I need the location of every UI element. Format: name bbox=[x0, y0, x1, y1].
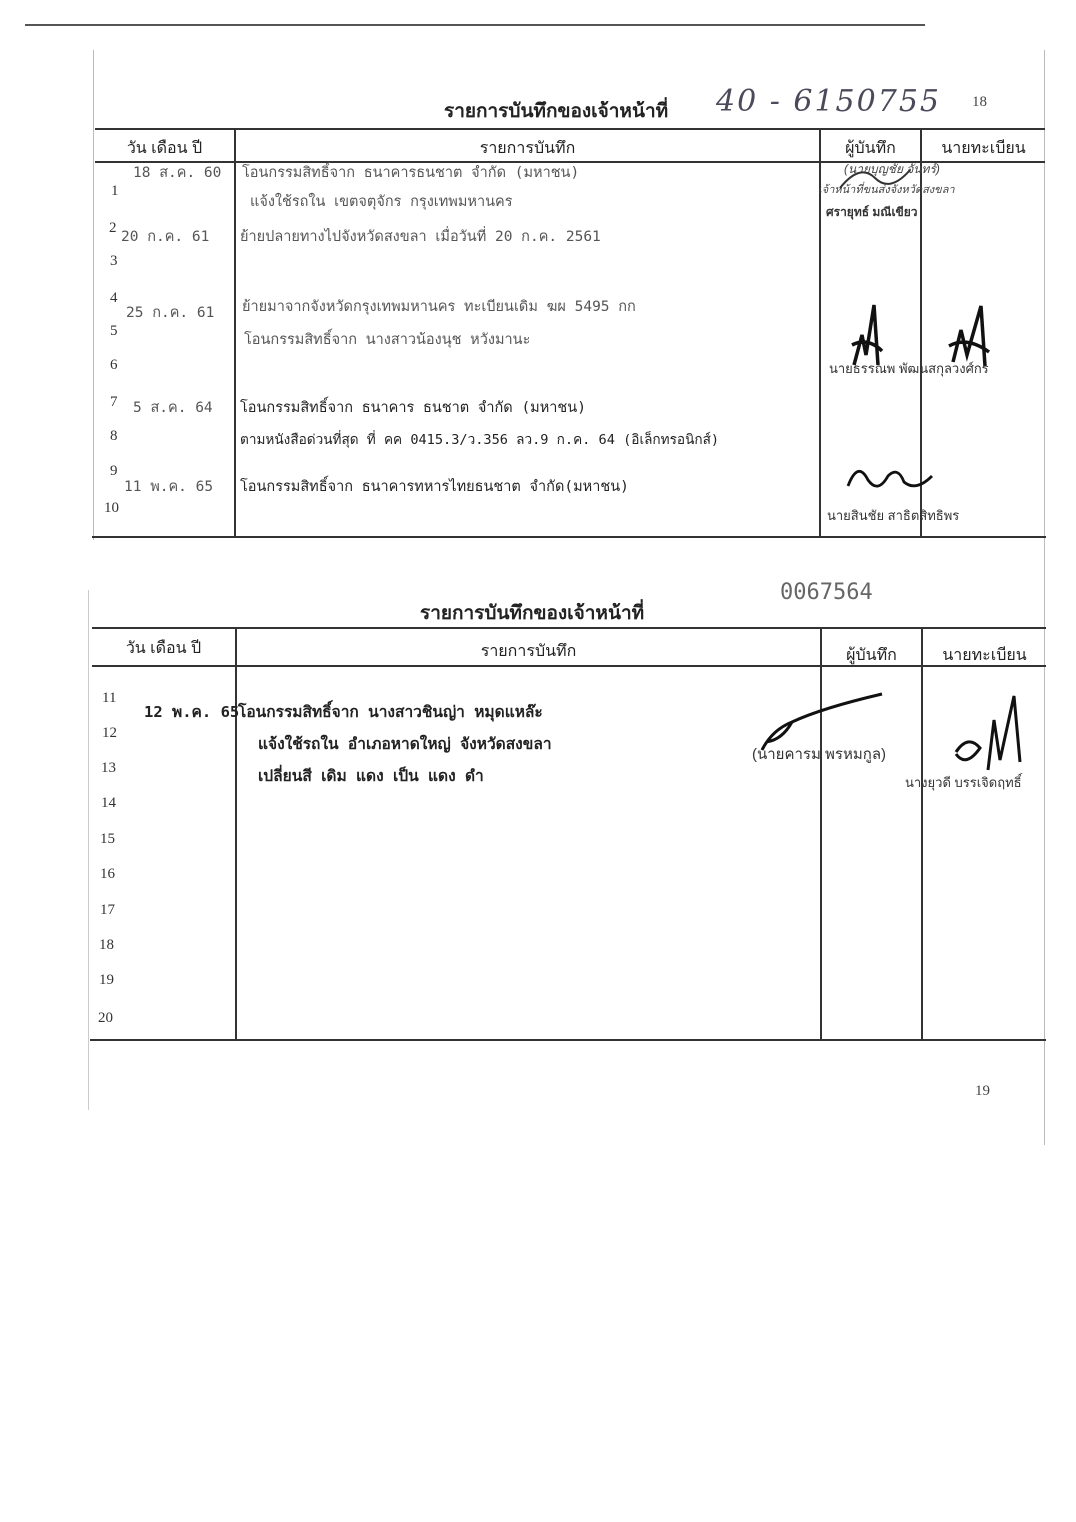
entry-text: เปลี่ยนสี เดิม แดง เป็น แดง ดำ bbox=[258, 767, 484, 785]
page-title: รายการบันทึกของเจ้าหน้าที่ bbox=[444, 101, 669, 122]
row-number: 16 bbox=[100, 866, 115, 882]
header-date: วัน เดือน ปี bbox=[126, 140, 203, 157]
row-number: 12 bbox=[102, 725, 117, 741]
signature-scribble bbox=[830, 158, 920, 198]
entry-text: ย้ายปลายทางไปจังหวัดสงขลา เมื่อวันที่ 20 ก.ค. 2561 bbox=[240, 229, 601, 245]
entry-date: 20 ก.ค. 61 bbox=[121, 229, 210, 245]
column-divider bbox=[235, 627, 237, 1039]
entry-text: แจ้งใช้รถใน เขตจตุจักร กรุงเทพมหานคร bbox=[250, 194, 513, 210]
header-recorder: ผู้บันทึก bbox=[845, 140, 896, 157]
entry-date: 11 พ.ค. 65 bbox=[124, 479, 214, 495]
entry-date: 12 พ.ค. 65 bbox=[144, 703, 240, 721]
entry-text: โอนกรรมสิทธิ์จาก นางสาวน้องนุช หวังมานะ bbox=[244, 332, 531, 348]
table-border bbox=[92, 536, 1046, 538]
page-title: รายการบันทึกของเจ้าหน้าที่ bbox=[420, 603, 645, 624]
page-number: 19 bbox=[975, 1083, 990, 1099]
scan-top-edge bbox=[25, 24, 925, 26]
sheet-edge bbox=[88, 590, 89, 1110]
header-date: วัน เดือน ปี bbox=[125, 640, 202, 657]
sheet-edge bbox=[1044, 50, 1045, 1145]
row-number: 1 bbox=[111, 183, 119, 199]
row-number: 17 bbox=[100, 902, 115, 918]
recorder-name: (นายคารม พรหมกูล) bbox=[752, 746, 887, 763]
header-registrar: นายทะเบียน bbox=[942, 647, 1027, 664]
entry-text: ตามหนังสือด่วนที่สุด ที่ คค 0415.3/ว.356 ลว.9 ก.ค. 64 (อิเล็กทรอนิกส์) bbox=[240, 432, 720, 448]
row-number: 3 bbox=[110, 253, 118, 269]
header-recorder: ผู้บันทึก bbox=[846, 647, 897, 664]
entry-text: โอนกรรมสิทธิ์จาก ธนาคาร ธนชาต จำกัด (มหาชน) bbox=[240, 400, 586, 416]
header-registrar: นายทะเบียน bbox=[941, 140, 1026, 157]
row-number: 19 bbox=[99, 972, 114, 988]
signature-scribble bbox=[948, 690, 1033, 780]
row-number: 15 bbox=[100, 831, 115, 847]
table-border bbox=[90, 1039, 1046, 1041]
row-number: 10 bbox=[104, 500, 119, 516]
entry-text: โอนกรรมสิทธิ์จาก นางสาวชินญ่า หมุดแหล๊ะ bbox=[238, 703, 543, 721]
entry-text: ย้ายมาจากจังหวัดกรุงเทพมหานคร ทะเบียนเดิม ฆผ 5495 กก bbox=[242, 299, 636, 315]
row-number: 6 bbox=[110, 357, 118, 373]
signature-scribble bbox=[842, 456, 942, 501]
table-border bbox=[95, 128, 1045, 130]
entry-text: โอนกรรมสิทธิ์จาก ธนาคารทหารไทยธนชาต จำกัด(มหาชน) bbox=[240, 479, 629, 495]
page-number: 18 bbox=[972, 94, 987, 110]
row-number: 13 bbox=[101, 760, 116, 776]
stamp-number: 0067564 bbox=[780, 580, 873, 605]
row-number: 18 bbox=[99, 937, 114, 953]
entry-date: 18 ส.ค. 60 bbox=[133, 165, 222, 181]
entry-date: 25 ก.ค. 61 bbox=[126, 305, 215, 321]
row-number: 2 bbox=[109, 220, 117, 236]
entry-text: แจ้งใช้รถใน อำเภอหาดใหญ่ จังหวัดสงขลา bbox=[258, 735, 552, 753]
header-entry: รายการบันทึก bbox=[480, 643, 577, 660]
stamp-role: เจ้าหน้าที่ขนส่งจังหวัดสงขลา bbox=[818, 184, 955, 196]
sheet-edge bbox=[93, 50, 94, 540]
header-entry: รายการบันทึก bbox=[479, 140, 576, 157]
row-number: 9 bbox=[110, 463, 118, 479]
row-number: 11 bbox=[102, 690, 117, 706]
signer-name: นายธรรณพ พัฒนสกุลวงศ์กร bbox=[829, 361, 989, 376]
row-number: 5 bbox=[110, 323, 118, 339]
entry-date: 5 ส.ค. 64 bbox=[133, 400, 213, 416]
handwritten-vehicle-number: 40 - 6150755 bbox=[716, 84, 941, 119]
row-number: 20 bbox=[98, 1010, 113, 1026]
row-number: 7 bbox=[110, 394, 118, 410]
column-divider bbox=[921, 627, 923, 1039]
signer-name: นายสินชัย สาธิตสิทธิพร bbox=[827, 508, 960, 523]
row-number: 4 bbox=[110, 290, 118, 306]
stamp-name: (นายบุญชัย จันทร์) bbox=[844, 162, 940, 176]
stamp-name: ศรายุทธ์ มณีเขียว bbox=[826, 205, 918, 219]
column-divider bbox=[234, 128, 236, 536]
row-number: 8 bbox=[110, 428, 118, 444]
column-divider bbox=[820, 627, 822, 1039]
entry-text: โอนกรรมสิทธิ์จาก ธนาคารธนชาต จำกัด (มหาชน) bbox=[242, 165, 580, 181]
registrar-name: นางยุวดี บรรเจิดฤทธิ์ bbox=[905, 775, 1022, 790]
row-number: 14 bbox=[101, 795, 116, 811]
